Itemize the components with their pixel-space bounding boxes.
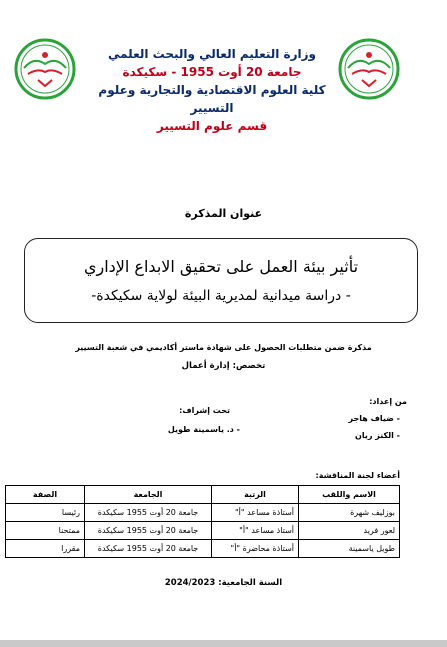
column-header-role: الصفة: [6, 486, 85, 504]
member-name: طويل ياسمينة: [299, 540, 400, 558]
member-university: جامعة 20 أوت 1955 سكيكدة: [85, 504, 212, 522]
table-header-row: [6, 486, 400, 504]
member-rank: أستاذة محاضرة "أ": [212, 540, 299, 558]
column-header-university: الجامعة: [85, 486, 212, 504]
member-university: جامعة 20 أوت 1955 سكيكدة: [85, 540, 212, 558]
prepared-by-label: من إعداد:: [369, 397, 407, 406]
member-role: ممتحنا: [6, 522, 85, 540]
university-logo-right: [338, 38, 400, 100]
degree-requirement-text: مذكرة ضمن متطلبات الحصول على شهادة ماستر أكاديمي في شعبة التسيير: [75, 343, 372, 352]
supervision-label: تحت إشراف:: [179, 406, 230, 415]
table-row: [6, 522, 400, 540]
member-university: جامعة 20 أوت 1955 سكيكدة: [85, 522, 212, 540]
ministry-name: وزارة التعليم العالي والبحث العلمي: [107, 47, 317, 61]
member-name: لعور فريد: [299, 522, 400, 540]
committee-table: [5, 485, 400, 558]
student-name: - الكنز ريان: [355, 431, 400, 440]
thesis-title: تأثير بيئة العمل على تحقيق الابداع الإداري: [83, 257, 359, 276]
specialty-text: تخصص: إدارة أعمال: [181, 361, 266, 371]
university-name: جامعة 20 أوت 1955 - سكيكدة: [122, 65, 302, 79]
supervisor-name: - د. ياسمينة طويل: [167, 425, 240, 434]
page-bottom-edge: [0, 640, 447, 647]
institution-header: [95, 45, 329, 135]
title-frame: [24, 238, 418, 323]
student-name: - ضياف هاجر: [348, 414, 400, 423]
committee-label: أعضاء لجنة المناقشة:: [315, 471, 400, 480]
thesis-title-label: عنوان المذكرة: [184, 207, 263, 220]
table-row: [6, 504, 400, 522]
table-row: [6, 540, 400, 558]
column-header-name: الاسم واللقب: [299, 486, 400, 504]
university-logo-left: [14, 38, 76, 100]
member-rank: أستاذ مساعد "أ": [212, 522, 299, 540]
thesis-subtitle: - دراسة ميدانية لمديرية البيئة لولاية سكيكدة-: [91, 288, 351, 304]
academic-year: السنة الجامعية: 2024/2023: [164, 578, 283, 588]
member-name: بوزليف شهرة: [299, 504, 400, 522]
member-role: رئيسا: [6, 504, 85, 522]
member-role: مقررا: [6, 540, 85, 558]
department-name: قسم علوم التسيير: [156, 119, 268, 133]
faculty-name: كلية العلوم الاقتصادية والتجارية وعلوم التسيير: [98, 83, 326, 115]
column-header-rank: الرتبة: [212, 486, 299, 504]
member-rank: أستاذة مساعد "أ": [212, 504, 299, 522]
